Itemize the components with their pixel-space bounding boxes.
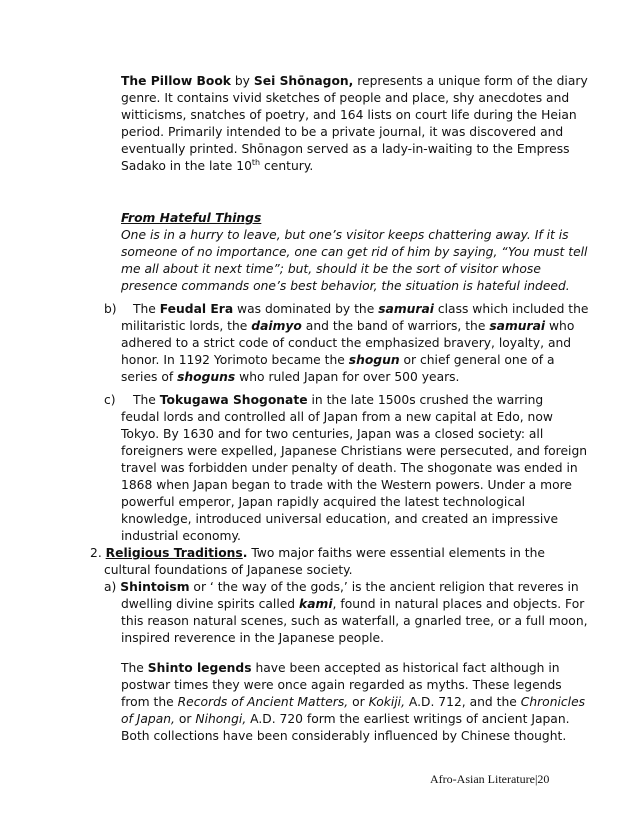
- shintoism-line-2: dwelling divine spirits called kami, found in natural places and objects. For: [121, 597, 585, 611]
- tokugawa-line-7: powerful emperor, Japan rapidly acquired the latest technological: [121, 495, 526, 509]
- tokugawa-line-8: knowledge, introduced universal education, and created an impressive: [121, 512, 559, 526]
- shintoism-line-4: inspired reverence in the Japanese people.: [121, 631, 385, 645]
- excerpt-title: From Hateful Things: [121, 211, 262, 225]
- excerpt-line-4: presence commands one’s best behavior, the situation is hateful indeed.: [121, 279, 570, 293]
- section-heading: Religious Traditions: [105, 546, 243, 560]
- shinto-line-5: Both collections have been considerably influenced by Chinese thought.: [121, 729, 567, 743]
- tokugawa-line-5: travel was forbidden under penalty of death. The shogonate was ended in: [121, 461, 578, 475]
- tokugawa-line-2: feudal lords and controlled all of Japan from a new capital at Edo, now: [121, 410, 553, 424]
- pillow-line-6: Sadako in the late 10th century.: [121, 157, 314, 173]
- tokugawa-line-4: foreigners were expelled, Japanese Christians were persecuted, and foreign: [121, 444, 588, 458]
- shinto-line-2: postwar times they were once again regarded as myths. These legends: [121, 678, 562, 692]
- religious-line-2: cultural foundations of Japanese society.: [104, 563, 353, 577]
- shinto-line-3: from the Records of Ancient Matters, or Kokiji, A.D. 712, and the Chronicles: [121, 695, 586, 709]
- feudal-line-5: series of shoguns who ruled Japan for over 500 years.: [121, 370, 460, 384]
- shintoism-line-3: this reason natural scenes, such as waterfall, a gnarled tree, or a full moon,: [121, 614, 588, 628]
- tokugawa-line-6: 1868 when Japan began to trade with the Western powers. Under a more: [121, 478, 572, 492]
- feudal-line-4: honor. In 1192 Yorimoto became the shogun or chief general one of a: [121, 353, 555, 367]
- item-b-marker: b): [104, 302, 117, 316]
- religious-heading-line: 2. Religious Traditions. Two major faiths were essential elements in the: [90, 546, 545, 560]
- excerpt-line-2: someone of no importance, one can get rid of him by saying, “You must tell: [121, 245, 588, 259]
- feudal-line-1: The Feudal Era was dominated by the samurai class which included the: [133, 302, 589, 316]
- feudal-line-2: militaristic lords, the daimyo and the band of warriors, the samurai who: [121, 319, 575, 333]
- pillow-line-5: eventually printed. Shōnagon served as a lady-in-waiting to the Empress: [121, 142, 570, 156]
- shinto-line-1: The Shinto legends have been accepted as historical fact although in: [121, 661, 560, 675]
- tokugawa-line-1: The Tokugawa Shogonate in the late 1500s crushed the warring: [133, 393, 544, 407]
- author-name: Sei Shōnagon,: [253, 74, 354, 88]
- pillow-line-3: witticisms, snatches of poetry, and 164 lists on court life during the Heian: [121, 108, 577, 122]
- shintoism-line-1: a) Shintoism or ‘ the way of the gods,’ is the ancient religion that reveres in: [104, 580, 579, 594]
- feudal-line-3: adhered to a strict code of conduct the emphasized bravery, loyalty, and: [121, 336, 572, 350]
- tokugawa-line-3: Tokyo. By 1630 and for two centuries, Japan was a closed society: all: [121, 427, 544, 441]
- pillow-line-1: The Pillow Book by Sei Shōnagon, represents a unique form of the diary: [121, 74, 588, 88]
- item-c-marker: c): [104, 393, 116, 407]
- page-footer: Afro-Asian Literature|20: [430, 772, 550, 786]
- pillow-line-4: period. Primarily intended to be a private journal, it was discovered and: [121, 125, 564, 139]
- excerpt-line-1: One is in a hurry to leave, but one’s visitor keeps chattering away. If it is: [121, 228, 569, 242]
- book-title: The Pillow Book: [121, 74, 231, 88]
- tokugawa-line-9: industrial economy.: [121, 529, 241, 543]
- shinto-line-4: of Japan, or Nihongi, A.D. 720 form the earliest writings of ancient Japan.: [121, 712, 570, 726]
- excerpt-line-3: me all about it next time”; but, should it be the sort of visitor whose: [121, 262, 541, 276]
- pillow-line-2: genre. It contains vivid sketches of people and place, shy anecdotes and: [121, 91, 570, 105]
